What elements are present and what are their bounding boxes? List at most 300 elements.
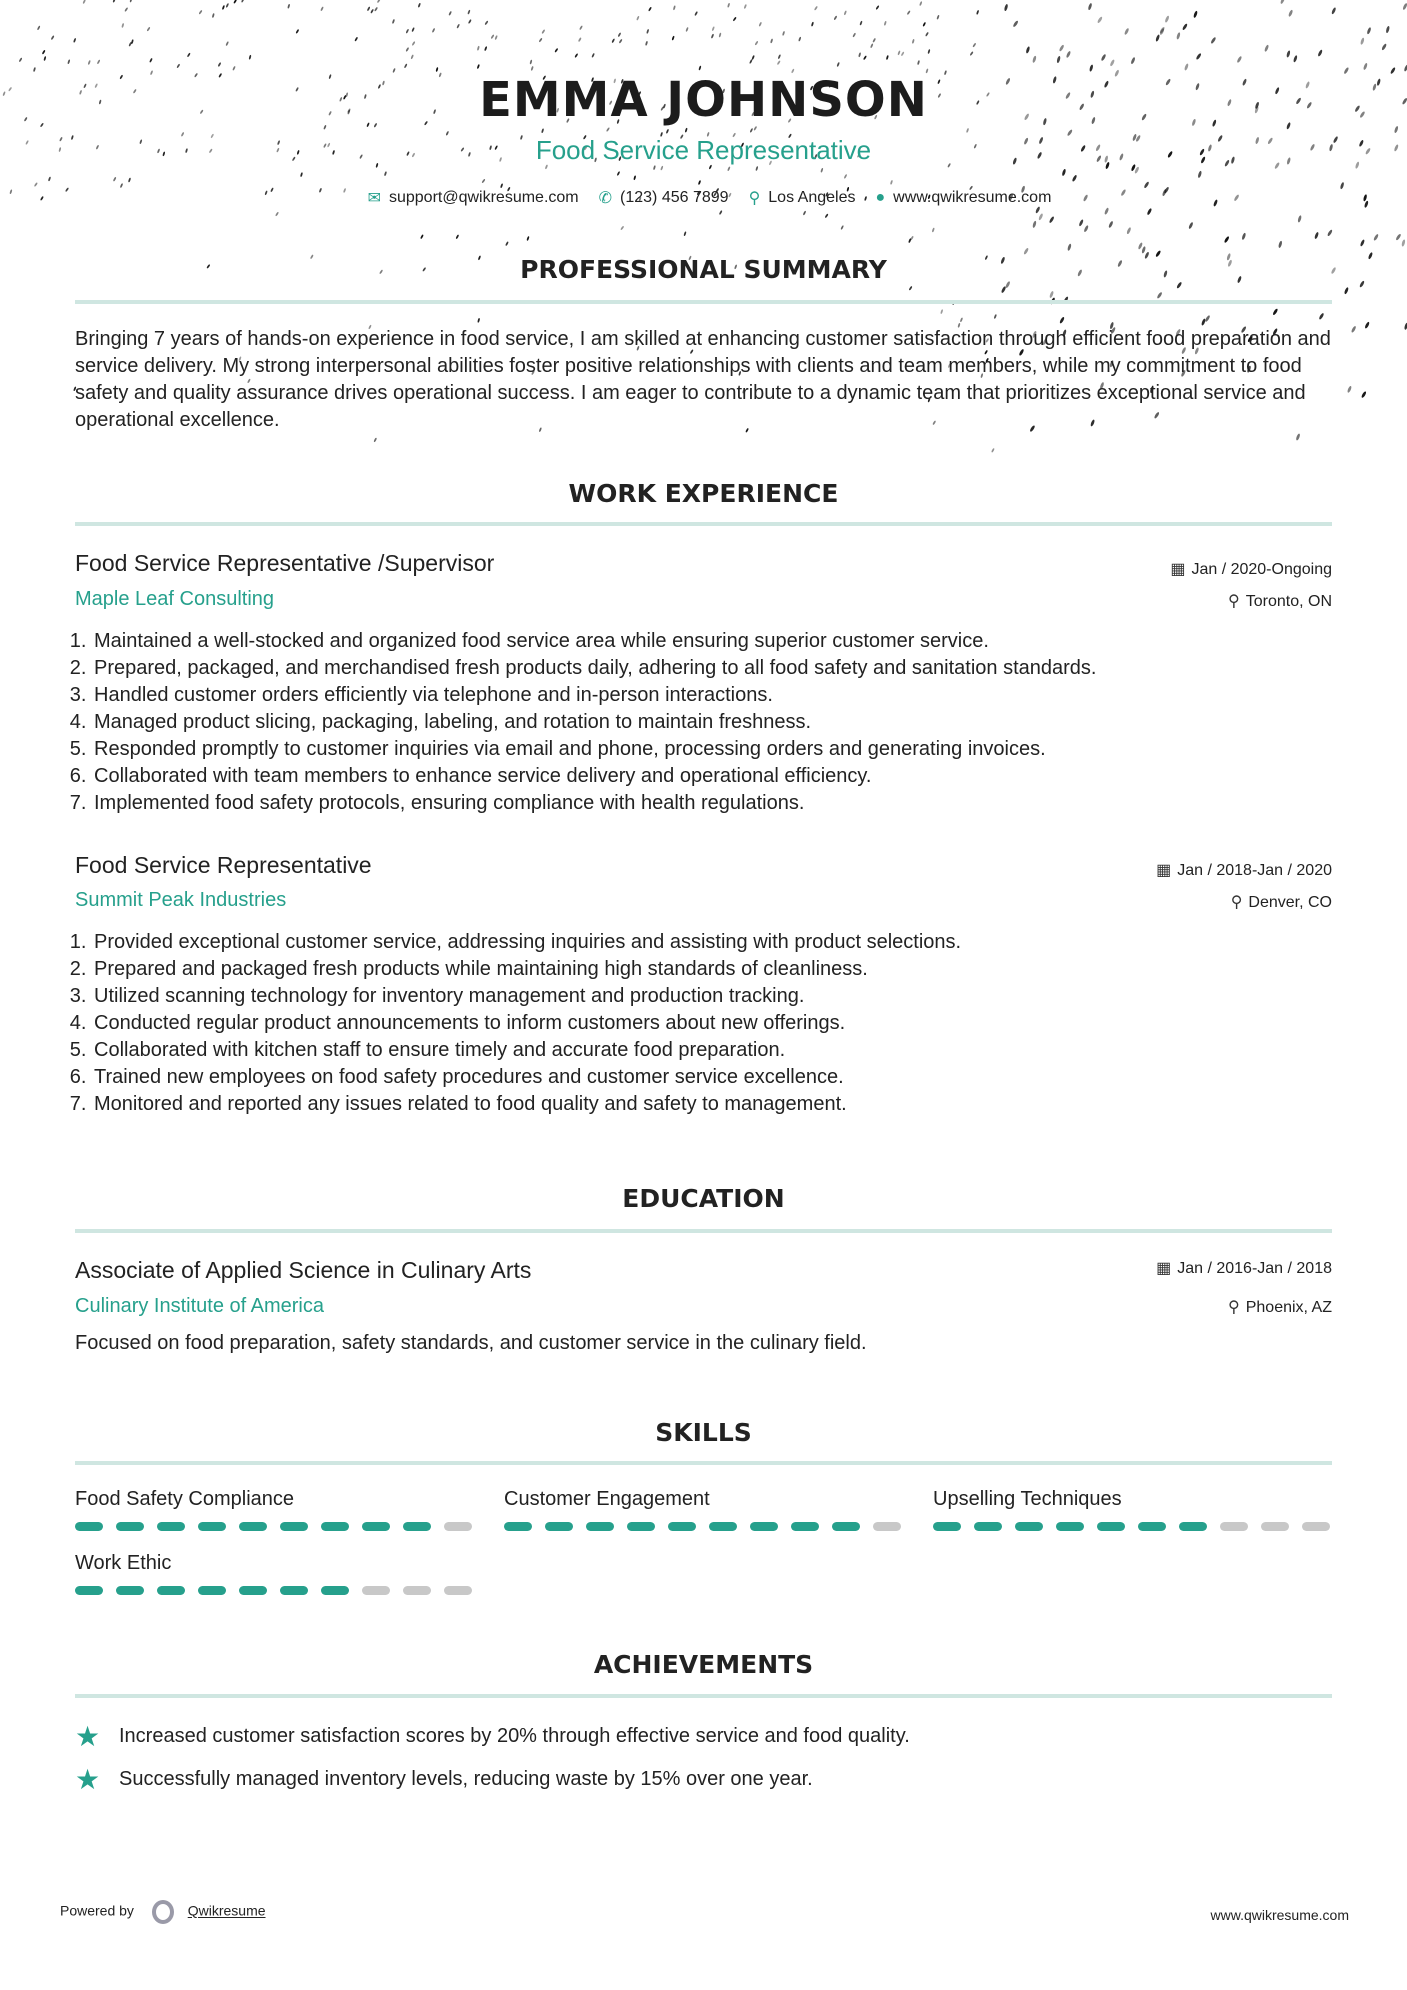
background-dot [1241,232,1246,240]
background-dot [910,236,914,241]
background-dot [778,54,781,59]
background-dot [1059,316,1065,324]
background-dot [925,32,929,37]
background-dot [481,179,485,184]
skill-segment-empty [444,1586,472,1595]
background-dot [1402,3,1407,11]
background-dot [1363,63,1368,71]
background-dot [1314,232,1319,240]
background-dot [1038,213,1044,221]
background-dot [932,227,935,232]
map-pin-icon: ⚲ [748,190,761,207]
background-dot [370,9,374,14]
list-item: 1. Provided exceptional customer service, addressing inquiries and assisting with product selections. [92,929,1362,956]
background-dot [733,17,737,22]
skill-item [75,1552,475,1595]
skill-level-bar [504,1522,904,1531]
background-dot [833,15,837,20]
background-dot [1067,243,1072,251]
achievement-text: Increased customer satisfaction scores by 20% through effective service and food quality. [119,1725,910,1747]
background-dot [991,448,995,453]
background-dot [1197,171,1202,179]
background-dot [1001,286,1007,294]
background-dot [554,48,558,53]
pin-icon: ⚲ [1230,894,1243,911]
background-dot [1104,207,1109,215]
skill-segment-filled [709,1522,737,1531]
skill-segment-filled [157,1586,185,1595]
education-location-text: Phoenix, AZ [1245,1299,1332,1316]
skill-segment-filled [1097,1522,1125,1531]
background-dot [1012,20,1018,28]
background-dot [367,6,371,11]
background-dot [112,0,115,3]
achievement-text: Successfully managed inventory levels, reducing waste by 15% over one year. [119,1768,813,1790]
background-dot [912,39,915,44]
background-dot [405,47,409,52]
background-dot [187,52,191,57]
background-dot [972,43,976,48]
background-dot [798,37,801,42]
background-dot [539,38,543,43]
job-1-bullets [75,628,1362,817]
background-dot [917,60,920,65]
background-dot [1089,64,1094,72]
background-dot [477,46,480,51]
skill-name: Upselling Techniques [933,1488,1122,1510]
background-dot [811,22,814,27]
background-dot [751,55,755,60]
background-dot [73,38,76,43]
degree-title: Associate of Applied Science in Culinary Arts [75,1257,532,1283]
pin-icon: ⚲ [1228,593,1240,610]
job-1-location [1228,591,1332,611]
background-dot [146,27,150,32]
background-dot [907,10,911,15]
background-dot [749,59,753,64]
background-dot [1088,3,1093,11]
background-dot [392,19,395,24]
background-dot [218,62,222,67]
list-item: 2. Prepared and packaged fresh products while maintaining high standards of cleanliness. [92,956,1362,983]
background-dot [1404,64,1407,72]
background-dot [1059,44,1065,52]
background-dot [901,51,905,56]
background-dot [836,62,839,67]
background-dot [1023,247,1029,255]
background-dot [617,171,621,176]
background-dot [412,41,416,46]
background-dot [803,211,807,216]
background-dot [1182,23,1188,31]
background-dot [406,29,410,34]
background-dot [477,64,480,69]
background-dot [34,182,38,187]
background-dot [875,5,879,10]
background-dot [852,33,856,38]
skill-segment-filled [321,1522,349,1531]
background-dot [1078,219,1084,227]
candidate-name: EMMA JOHNSON [479,72,928,128]
background-dot [1156,292,1162,300]
background-dot [121,23,124,28]
background-dot [636,16,640,21]
qwikresume-link[interactable]: Qwikresume [187,1902,266,1919]
background-dot [1204,315,1210,323]
background-dot [618,32,622,37]
footer-website[interactable]: www.qwikresume.com [1210,1907,1349,1923]
skill-segment-filled [627,1522,655,1531]
background-dot [1401,239,1406,247]
background-dot [48,176,51,181]
section-heading-summary: PROFESSIONAL SUMMARY [520,255,887,284]
list-item: 4. Conducted regular product announcements to inform customers about new offerings. [92,1010,1362,1037]
background-dot [373,437,377,442]
background-dot [418,3,421,8]
background-dot [578,37,582,42]
background-dot [124,7,128,12]
background-dot [884,21,887,26]
background-dot [249,55,252,60]
background-dot [490,34,494,39]
background-dot [1366,27,1371,35]
background-dot [611,38,615,43]
job-1-location-text: Toronto, ON [1245,593,1332,610]
skill-segment-filled [791,1522,819,1531]
background-dot [1176,32,1181,40]
background-dot [531,66,534,71]
section-heading-education: EDUCATION [622,1184,785,1213]
background-dot [1210,37,1216,45]
background-dot [275,212,279,217]
skill-segment-empty [1220,1522,1248,1531]
background-dot [698,180,701,185]
background-dot [872,38,876,43]
section-divider [75,1461,1332,1465]
background-dot [1188,222,1194,230]
achievement-item [75,1720,910,1753]
skill-segment-filled [321,1586,349,1595]
background-dot [744,4,747,9]
skill-segment-filled [198,1586,226,1595]
background-dot [1331,7,1337,15]
background-dot [411,27,415,32]
background-dot [754,41,758,46]
background-dot [859,21,862,26]
background-dot [494,35,497,40]
education-dates-text: Jan / 2016-Jan / 2018 [1177,1260,1332,1277]
skill-name: Work Ethic [75,1552,172,1574]
background-dot [67,59,70,64]
background-dot [320,6,324,11]
skill-segment-filled [157,1522,185,1531]
skill-segment-empty [444,1522,472,1531]
background-dot [966,128,969,133]
background-dot [1295,433,1300,441]
section-heading-skills: SKILLS [655,1418,752,1447]
section-divider [75,1229,1332,1233]
background-dot [666,129,669,134]
background-dot [820,168,823,173]
qwikresume-logo-icon [152,1900,174,1924]
background-dot [1286,50,1291,58]
skill-level-bar [933,1522,1333,1531]
background-dot [1347,385,1352,393]
list-item: 2. Prepared, packaged, and merchandised fresh products daily, adhering to all food safety and sanitation standards. [92,655,1362,682]
star-icon: ★ [75,1764,101,1795]
background-dot [694,11,698,16]
skill-segment-empty [873,1522,901,1531]
education-dates [1156,1258,1332,1278]
background-dot [1351,325,1357,333]
skill-segment-filled [933,1522,961,1531]
background-dot [1327,229,1333,237]
background-dot [1264,44,1269,52]
background-dot [1195,53,1201,61]
background-dot [712,26,715,31]
skill-segment-filled [504,1522,532,1531]
phone-icon: ✆ [598,190,613,207]
background-dot [1056,56,1061,64]
background-dot [1297,215,1302,223]
list-item: 3. Handled customer orders efficiently via telephone and in-person interactions. [92,682,1362,709]
background-dot [1101,54,1107,62]
background-dot [1293,55,1298,63]
background-dot [541,29,545,34]
background-dot [1109,59,1115,67]
background-dot [404,63,408,68]
background-dot [198,10,202,15]
skill-item [504,1488,904,1531]
background-dot [1364,321,1370,329]
background-dot [994,314,997,319]
background-dot [633,175,636,180]
background-dot [1278,241,1283,249]
background-dot [1032,55,1037,63]
background-dot [287,4,290,9]
background-dot [1049,291,1054,299]
background-dot [468,19,472,24]
background-dot [222,5,225,10]
background-dot [1072,174,1078,182]
background-dot [1004,4,1009,12]
skill-level-bar [75,1586,475,1595]
background-dot [619,39,623,44]
background-dot [1361,391,1367,399]
skill-segment-filled [1179,1522,1207,1531]
background-dot [727,166,731,171]
background-dot [129,0,132,3]
contact-phone: (123) 456 7899 [620,189,729,206]
background-dot [1164,15,1169,23]
background-dot [711,34,715,39]
background-dot [1130,57,1135,65]
calendar-icon: ▦ [1156,1260,1172,1277]
background-dot [43,56,46,61]
background-dot [683,231,686,236]
star-icon: ★ [75,1721,101,1752]
background-dot [410,54,414,59]
skill-segment-filled [545,1522,573,1531]
background-dot [1066,51,1072,59]
background-dot [976,10,979,15]
background-dot [1193,10,1198,18]
background-dot [782,31,785,36]
job-2-title: Food Service Representative [75,852,372,878]
background-dot [970,51,974,56]
background-dot [1138,242,1144,250]
background-dot [354,37,358,42]
background-dot [1184,63,1189,71]
background-dot [128,178,131,183]
skill-segment-filled [1056,1522,1084,1531]
pin-icon: ⚲ [1228,1299,1240,1316]
skill-segment-filled [75,1586,103,1595]
background-dot [648,7,652,12]
list-item: 6. Collaborated with team members to enhance service delivery and operational efficiency. [92,763,1362,790]
skill-segment-filled [403,1522,431,1531]
job-2-location-text: Denver, CO [1248,894,1332,911]
background-dot [467,10,470,15]
skill-segment-filled [668,1522,696,1531]
background-dot [886,55,889,60]
background-dot [1381,43,1387,51]
powered-by [60,1900,266,1924]
background-dot [646,29,649,34]
background-dot [529,59,532,64]
background-dot [226,3,230,8]
list-item: 4. Managed product slicing, packaging, labeling, and rotation to maintain freshness. [92,709,1362,736]
background-dot [927,49,930,54]
background-dot [1360,239,1366,247]
job-1-title: Food Service Representative /Supervisor [75,550,495,576]
background-dot [1395,233,1401,241]
section-heading-experience: WORK EXPERIENCE [568,479,839,508]
skill-segment-filled [116,1522,144,1531]
background-dot [844,174,848,179]
list-item: 3. Utilized scanning technology for inventory management and production tracking. [92,983,1362,1010]
skill-segment-filled [239,1522,267,1531]
education-description: Focused on food preparation, safety standards, and customer service in the culinary field. [75,1332,867,1354]
background-dot [777,60,781,65]
skill-segment-empty [403,1586,431,1595]
envelope-icon: ✉ [367,190,381,207]
background-dot [505,241,509,246]
background-dot [940,309,943,314]
list-item: 7. Monitored and reported any issues related to food quality and safety to management. [92,1091,1362,1118]
background-dot [960,317,963,322]
background-dot [295,29,299,34]
background-dot [97,59,101,64]
background-dot [241,0,245,3]
background-dot [456,24,460,29]
job-2-location [1231,892,1332,912]
contact-email[interactable]: support@qwikresume.com [388,189,579,206]
background-dot [814,6,818,11]
skill-item [75,1488,475,1531]
skill-segment-empty [1302,1522,1330,1531]
skill-segment-filled [116,1586,144,1595]
background-dot [922,22,926,27]
contact-bar [0,188,1407,208]
background-dot [1126,227,1131,235]
globe-icon: ● [875,189,886,206]
background-dot [149,58,153,63]
list-item: 7. Implemented food safety protocols, ensuring compliance with health regulations. [92,790,1362,817]
background-dot [1097,16,1103,24]
background-dot [374,7,378,12]
background-dot [750,128,754,133]
background-dot [863,55,867,60]
skill-segment-filled [75,1522,103,1531]
skill-segment-filled [1138,1522,1166,1531]
list-item: 5. Collaborated with kitchen staff to ensure timely and accurate food preparation. [92,1037,1362,1064]
background-dot [1280,0,1286,4]
section-heading-achievements: ACHIEVEMENTS [593,1650,814,1679]
skill-segment-filled [362,1522,390,1531]
skill-segment-filled [1015,1522,1043,1531]
skill-segment-empty [1261,1522,1289,1531]
background-dot [526,236,529,241]
background-dot [432,28,436,33]
background-dot [113,177,117,182]
background-dot [755,166,758,171]
background-dot [574,53,578,58]
background-dot [1288,9,1294,17]
background-dot [233,0,237,4]
background-dot [890,180,893,185]
achievement-item [75,1763,813,1796]
background-dot [42,50,46,55]
background-dot [1272,308,1278,316]
background-dot [825,213,829,218]
background-dot [1124,28,1130,36]
background-dot [1360,37,1365,45]
background-dot [719,210,723,215]
contact-location: Los Angeles [768,189,856,206]
background-dot [858,52,861,57]
contact-website[interactable]: www.qwikresume.com [893,189,1052,206]
list-item: 5. Responded promptly to customer inquiries via email and phone, processing orders and generating invoices. [92,736,1362,763]
background-dot [727,3,730,8]
background-dot [1224,236,1230,244]
background-dot [758,22,762,27]
background-dot [870,43,874,48]
background-dot [541,128,544,133]
list-item: 1. Maintained a well-stocked and organized food service area while ensuring superior customer service. [92,628,1362,655]
skill-segment-filled [280,1522,308,1531]
background-dot [936,15,939,20]
list-item: 6. Trained new employees on food safety procedures and customer service excellence. [92,1064,1362,1091]
background-dot [1146,208,1152,216]
background-dot [685,128,688,133]
background-dot [484,20,488,25]
background-dot [1201,318,1206,326]
education-location [1228,1297,1332,1317]
skill-segment-filled [750,1522,778,1531]
skill-segment-filled [974,1522,1002,1531]
section-divider [75,300,1332,304]
background-dot [455,234,459,239]
background-dot [19,57,23,62]
background-dot [1049,216,1055,224]
background-dot [1025,46,1030,54]
calendar-icon: ▦ [1170,561,1186,578]
background-dot [1236,56,1242,64]
background-dot [1155,34,1160,42]
job-1-dates-text: Jan / 2020-Ongoing [1191,561,1332,578]
background-dot [420,234,424,239]
